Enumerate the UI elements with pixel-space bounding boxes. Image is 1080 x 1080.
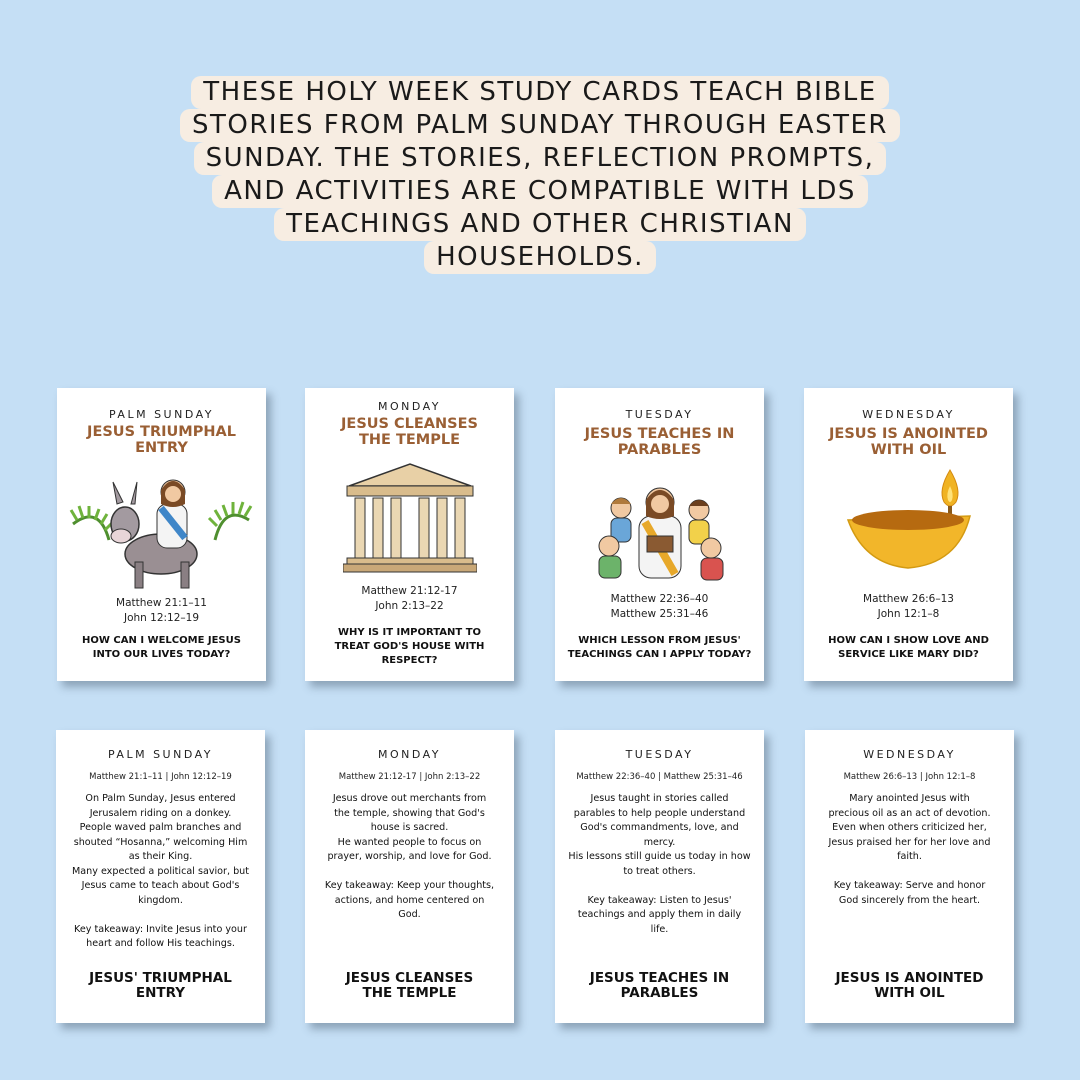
headline-line: SUNDAY. THE STORIES, REFLECTION PROMPTS,	[194, 142, 887, 175]
scripture-reference: Matthew 21:12-17 | John 2:13–22	[338, 772, 481, 782]
card-title-line: JESUS TRIUMPHAL	[87, 424, 236, 440]
story-text: On Palm Sunday, Jesus entered Jerusalem riding on a donkey. People waved palm branches and shouted “Hosanna,” welcoming Him as their King. Many expected a political savior, but Jesus came to teach about God's kingdom. Key takeaway: Invite Jesus into your heart and follow His teachings.	[71, 793, 250, 949]
reflection-question	[559, 634, 760, 662]
card-day: MONDAY	[377, 748, 442, 761]
card-title-line: JESUS IS ANOINTED	[829, 426, 988, 442]
card-title	[57, 424, 266, 456]
question-line: TREAT GOD'S HOUSE WITH	[334, 641, 485, 652]
card-day: WEDNESDAY	[862, 408, 955, 421]
card-footer-title	[561, 971, 758, 1001]
question-line: HOW CAN I WELCOME JESUS	[82, 635, 241, 646]
card-footer-title	[811, 971, 1008, 1001]
footer-title-line: JESUS' TRIUMPHAL	[89, 970, 232, 986]
card-title-line: PARABLES	[617, 442, 702, 458]
question-line: TEACHINGS CAN I APPLY TODAY?	[567, 649, 752, 660]
front-card-tuesday	[555, 388, 764, 681]
back-card-monday	[305, 730, 514, 1023]
scripture-reference: Matthew 21:1–11	[116, 597, 207, 609]
question-line: RESPECT?	[381, 655, 438, 666]
front-card-wednesday	[804, 388, 1013, 681]
question-line: HOW CAN I SHOW LOVE AND	[828, 635, 989, 646]
scripture-reference: Matthew 22:36–40 | Matthew 25:31–46	[576, 772, 743, 782]
back-card-palm-sunday	[56, 730, 265, 1023]
front-card-monday	[305, 388, 514, 681]
scripture-reference: John 12:1–8	[877, 608, 940, 620]
card-title	[804, 426, 1013, 458]
card-references	[804, 592, 1013, 622]
back-card-wednesday	[805, 730, 1014, 1023]
card-title	[305, 416, 514, 448]
greek-temple-illustration	[343, 462, 477, 574]
question-line: INTO OUR LIVES TODAY?	[92, 649, 231, 660]
footer-title-line: ENTRY	[135, 985, 186, 1001]
footer-title-line: JESUS IS ANOINTED	[835, 970, 984, 986]
card-references	[305, 584, 514, 614]
scripture-reference: Matthew 21:1–11 | John 12:12–19	[89, 772, 232, 782]
scripture-reference: Matthew 21:12-17	[361, 585, 458, 597]
card-day: TUESDAY	[625, 748, 694, 761]
card-day: PALM SUNDAY	[109, 408, 214, 421]
palm-leaf-left-icon	[71, 506, 113, 540]
scripture-reference: Matthew 26:6–13	[863, 593, 954, 605]
headline-line: THESE HOLY WEEK STUDY CARDS TEACH BIBLE	[191, 76, 888, 109]
card-footer-title	[62, 971, 259, 1001]
scripture-reference: Matthew 22:36–40	[610, 593, 709, 605]
card-references	[555, 592, 764, 622]
footer-title-line: PARABLES	[620, 985, 699, 1001]
palm-leaf-right-icon	[209, 502, 251, 540]
footer-title-line: THE TEMPLE	[362, 985, 457, 1001]
card-day: PALM SUNDAY	[108, 748, 213, 761]
card-day: WEDNESDAY	[863, 748, 956, 761]
question-line: WHICH LESSON FROM JESUS'	[578, 635, 741, 646]
question-line: SERVICE LIKE MARY DID?	[838, 649, 979, 660]
scripture-reference: John 12:12–19	[123, 612, 200, 624]
headline	[0, 76, 1080, 274]
reflection-question	[814, 634, 1003, 662]
card-title-line: JESUS TEACHES IN	[584, 426, 735, 442]
story-text: Jesus taught in stories called parables to help people understand God's commandments, love, and mercy. His lessons still guide us today in how to treat others. Key takeaway: Listen to Jesus' teachings and apply them in daily life.	[568, 793, 751, 935]
story-text: Jesus drove out merchants from the temple, showing that God's house is sacred. He wanted people to focus on prayer, worship, and love for God. Key takeaway: Keep your thoughts, actions, and home centered on God.	[324, 793, 495, 920]
question-line: WHY IS IT IMPORTANT TO	[337, 627, 482, 638]
front-card-palm-sunday	[57, 388, 266, 681]
scripture-reference: Matthew 26:6–13 | John 12:1–8	[843, 772, 976, 782]
headline-line: TEACHINGS AND OTHER CHRISTIAN	[274, 208, 806, 241]
footer-title-line: WITH OIL	[874, 985, 945, 1001]
card-day: MONDAY	[377, 400, 442, 413]
headline-line: HOUSEHOLDS.	[424, 241, 656, 274]
card-title	[555, 426, 764, 458]
headline-line: STORIES FROM PALM SUNDAY THROUGH EASTER	[180, 109, 900, 142]
card-footer-title	[311, 971, 508, 1001]
footer-title-line: JESUS TEACHES IN	[589, 970, 730, 986]
footer-title-line: JESUS CLEANSES	[345, 970, 474, 986]
reflection-question	[315, 626, 504, 668]
story-text: Mary anointed Jesus with precious oil as an act of devotion. Even when others criticized her, Jesus praised her for her love and faith. Key takeaway: Serve and honor God sincerely from the heart.	[828, 793, 991, 906]
back-card-tuesday	[555, 730, 764, 1023]
scripture-reference: John 2:13–22	[375, 600, 444, 612]
card-day: TUESDAY	[625, 408, 694, 421]
jesus-on-donkey-illustration	[69, 474, 254, 592]
card-title-line: WITH OIL	[870, 442, 947, 458]
card-references	[57, 596, 266, 626]
oil-lamp-illustration	[846, 464, 972, 574]
card-title-line: ENTRY	[135, 440, 188, 456]
card-title-line: JESUS CLEANSES	[341, 416, 478, 432]
headline-line: AND ACTIVITIES ARE COMPATIBLE WITH LDS	[212, 175, 868, 208]
scripture-reference: Matthew 25:31–46	[610, 608, 709, 620]
jesus-teaching-children-illustration	[595, 482, 725, 582]
reflection-question	[67, 634, 256, 662]
card-title-line: THE TEMPLE	[359, 432, 460, 448]
